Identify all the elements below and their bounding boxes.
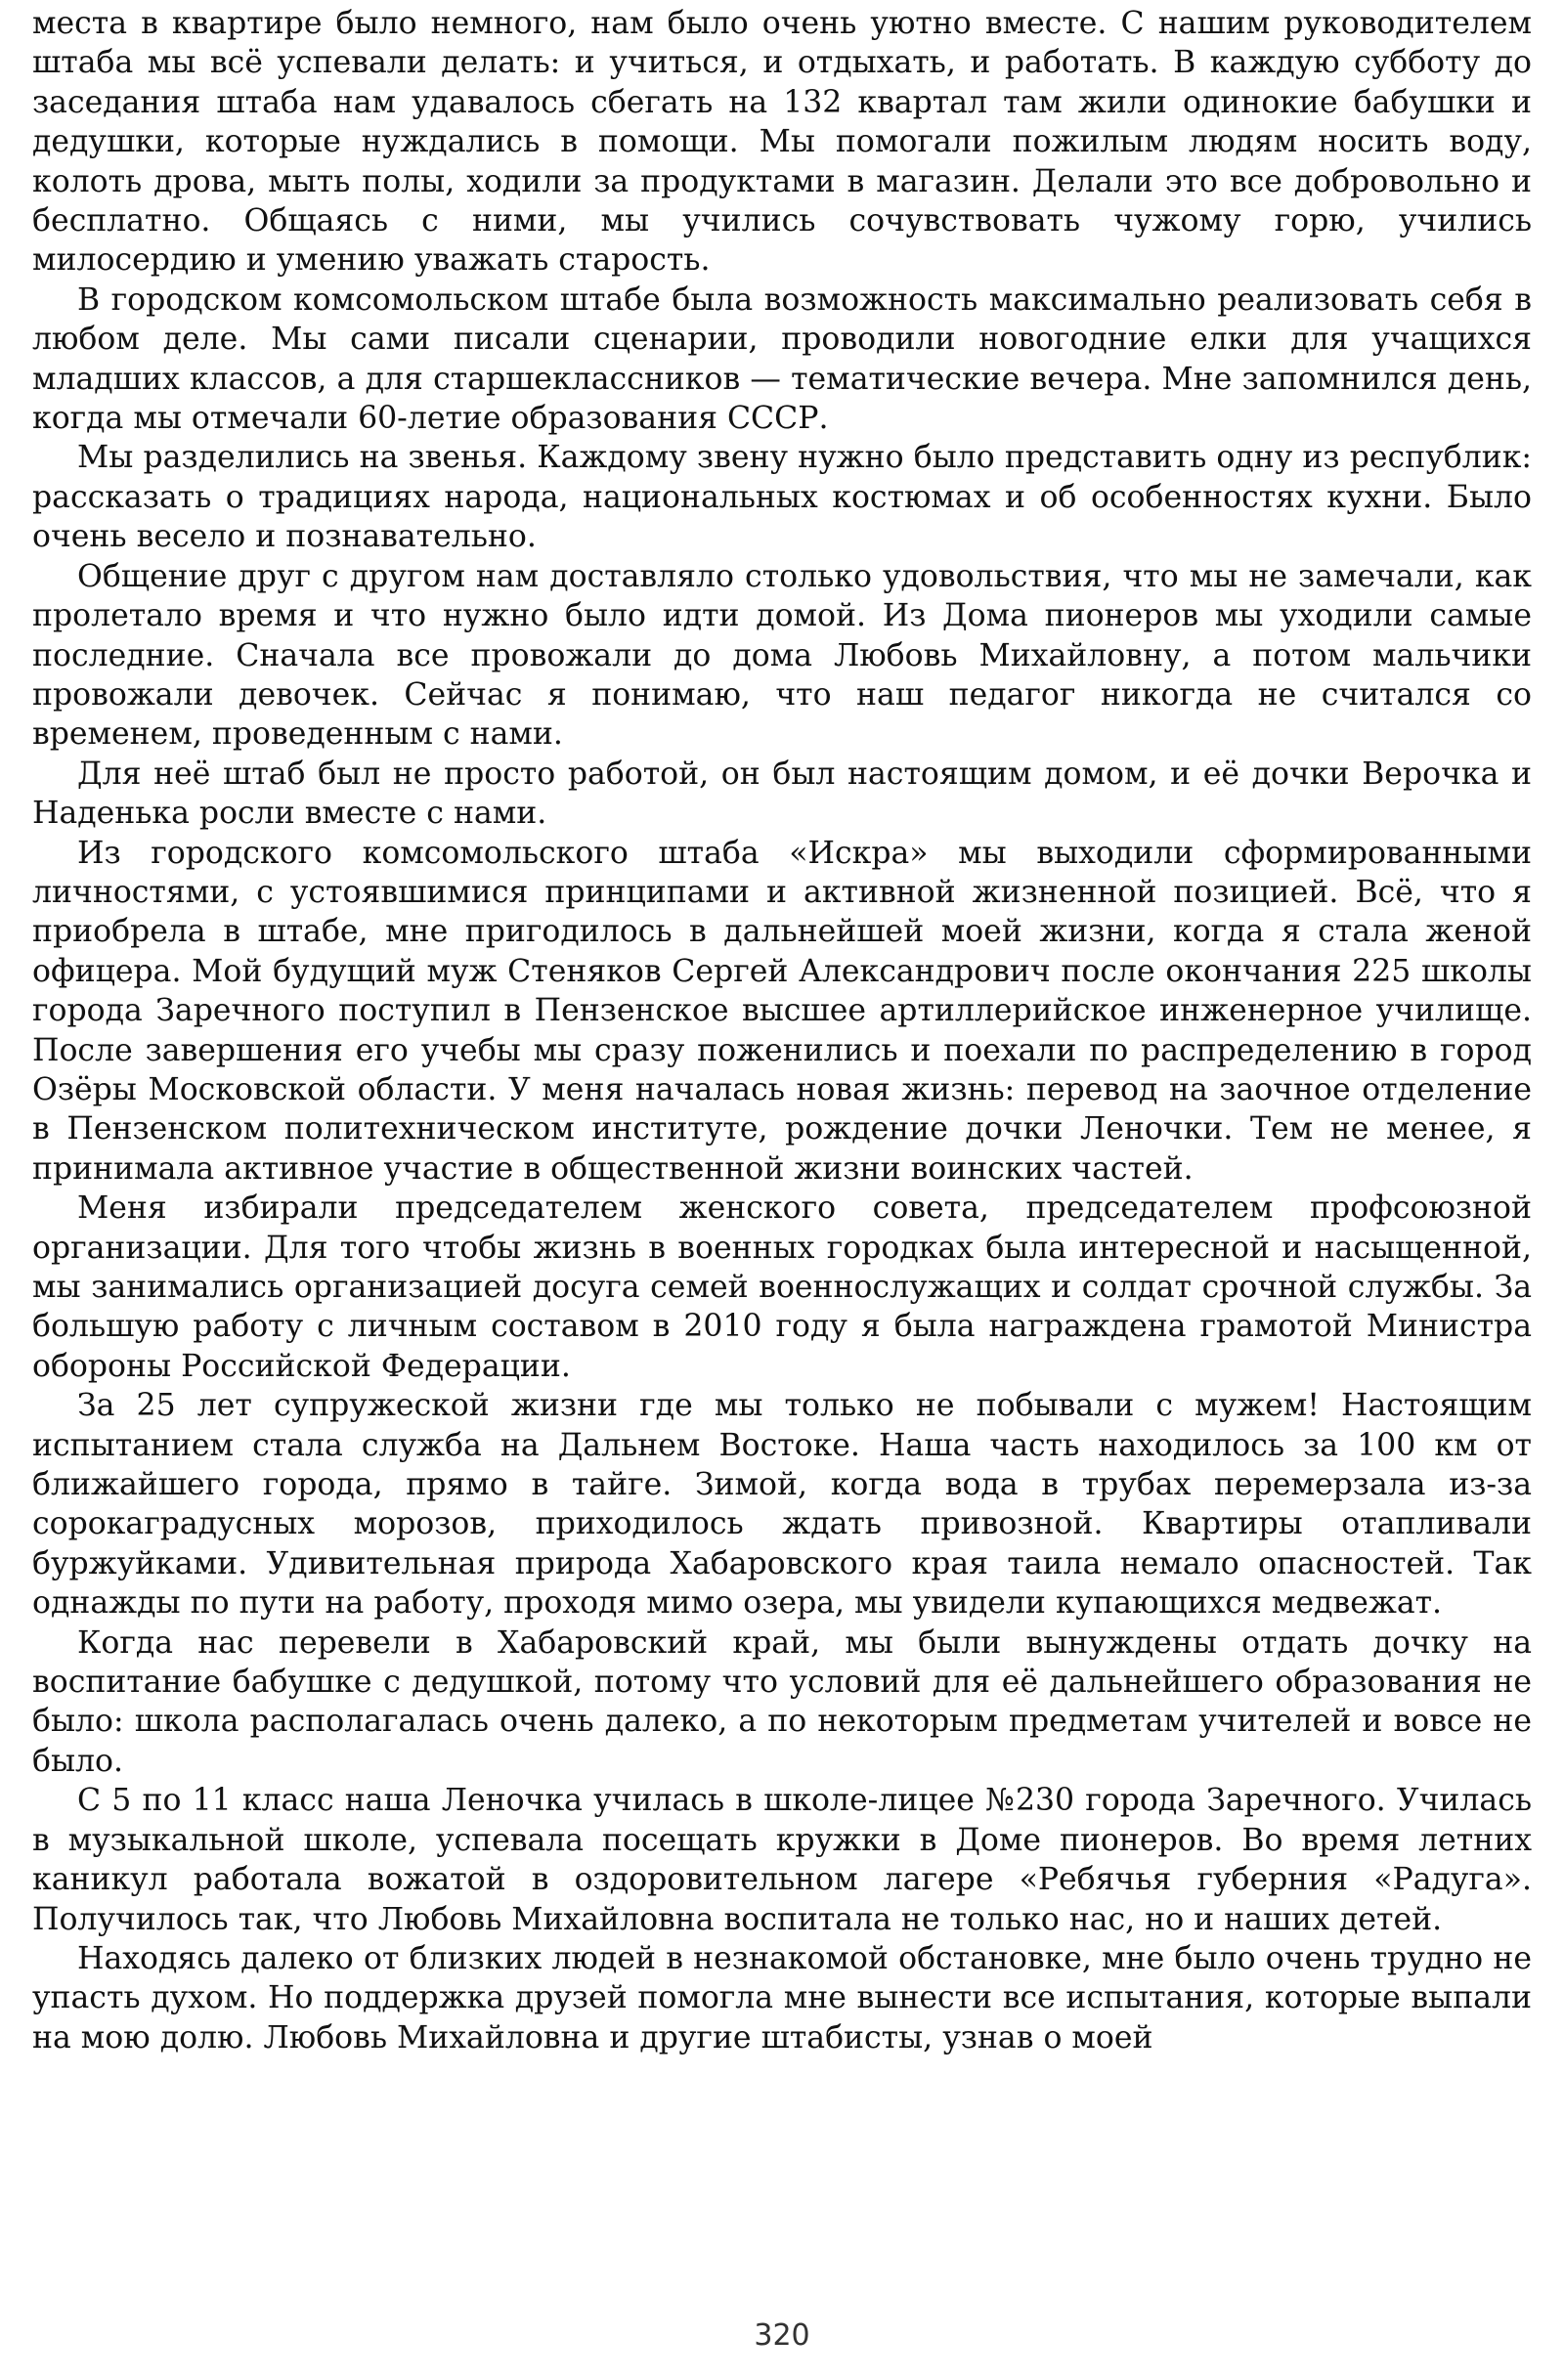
- paragraph-7: Меня избирали председателем женского совета, председателем профсоюзной организации. Для того чтобы жизнь в военных городках была интересной и насыщенной, мы занимались организацией досуга семей военнослужащих и солдат срочной службы. За большую работу с личным составом в 2010 году я была награждена грамотой Министра обороны Российской Федерации.: [32, 1190, 1532, 1384]
- body-text: [32, 4, 1532, 2057]
- paragraph-4: Общение друг с другом нам доставляло столько удовольствия, что мы не замечали, как пролетало время и что нужно было идти домой. Из Дома пионеров мы уходили самые последние. Сначала все провожали до дома Любовь Михайловну, а потом мальчики провожали девочек. Сейчас я понимаю, что наш педагог никогда не считался со временем, проведенным с нами.: [32, 558, 1532, 753]
- book-page: [32, 0, 1532, 2380]
- paragraph-2: В городском комсомольском штабе была возможность максимально реализовать себя в любом деле. Мы сами писали сценарии, проводили новогодние елки для учащихся младших классов, а для старшеклассников — тематические вечера. Мне запомнился день, когда мы отмечали 60-летие образования СССР.: [32, 281, 1532, 437]
- page-number: 320: [754, 2318, 810, 2353]
- paragraph-3: Мы разделились на звенья. Каждому звену нужно было представить одну из республик: рассказать о традициях народа, национальных костюмах и об особенностях кухни. Было очень весело и познавательно.: [32, 440, 1532, 555]
- paragraph-6: Из городского комсомольского штаба «Искра» мы выходили сформированными личностями, с устоявшимися принципами и активной жизненной позицией. Всё, что я приобрела в штабе, мне пригодилось в дальнейшей моей жизни, когда я стала женой офицера. Мой будущий муж Стеняков Сергей Александрович после окончания 225 школы города Заречного поступил в Пензенское высшее артиллерийское инженерное училище. После завершения его учебы мы сразу поженились и поехали по распределению в город Озёры Московской области. У меня началась новая жизнь: перевод на заочное отделение в Пензенском политехническом институте, рождение дочки Леночки. Тем не менее, я принимала активное участие в общественной жизни воинских частей.: [32, 835, 1532, 1187]
- paragraph-9: Когда нас перевели в Хабаровский край, мы были вынуждены отдать дочку на воспитание бабушке с дедушкой, потому что условий для её дальнейшего образования не было: школа располагалась очень далеко, а по некоторым предметам учителей и вовсе не было.: [32, 1624, 1532, 1779]
- paragraph-8: За 25 лет супружеской жизни где мы только не побывали с мужем! Настоящим испытанием стала служба на Дальнем Востоке. Наша часть находилось за 100 км от ближайшего города, прямо в тайге. Зимой, когда вода в трубах перемерзала из-за сорокаградусных морозов, приходилось ждать привозной. Квартиры отапливали буржуйками. Удивительная природа Хабаровского края таила немало опасностей. Так однажды по пути на работу, проходя мимо озера, мы увидели купающихся медвежат.: [32, 1388, 1532, 1622]
- paragraph-1: места в квартире было немного, нам было очень уютно вместе. С нашим руководителем штаба мы всё успевали делать: и учиться, и отдыхать, и работать. В каждую субботу до заседания штаба нам удавалось сбегать на 132 квартал там жили одинокие бабушки и дедушки, которые нуждались в помощи. Мы помогали пожилым людям носить воду, колоть дрова, мыть полы, ходили за продуктами в магазин. Делали это все добровольно и бесплатно. Общаясь с ними, мы учились сочувствовать чужому горю, учились милосердию и умению уважать старость.: [32, 6, 1532, 279]
- paragraph-5: Для неё штаб был не просто работой, он был настоящим домом, и её дочки Верочка и Наденька росли вместе с нами.: [32, 756, 1532, 832]
- paragraph-10: С 5 по 11 класс наша Леночка училась в школе-лицее №230 города Заречного. Училась в музыкальной школе, успевала посещать кружки в Доме пионеров. Во время летних каникул работала вожатой в оздоровительном лагере «Ребячья губерния «Радуга». Получилось так, что Любовь Михайловна воспитала не только нас, но и наших детей.: [32, 1783, 1532, 1937]
- paragraph-11: Находясь далеко от близких людей в незнакомой обстановке, мне было очень трудно не упасть духом. Но поддержка друзей помогла мне вынести все испытания, которые выпали на мою долю. Любовь Михайловна и другие штабисты, узнав о моей: [32, 1940, 1532, 2055]
